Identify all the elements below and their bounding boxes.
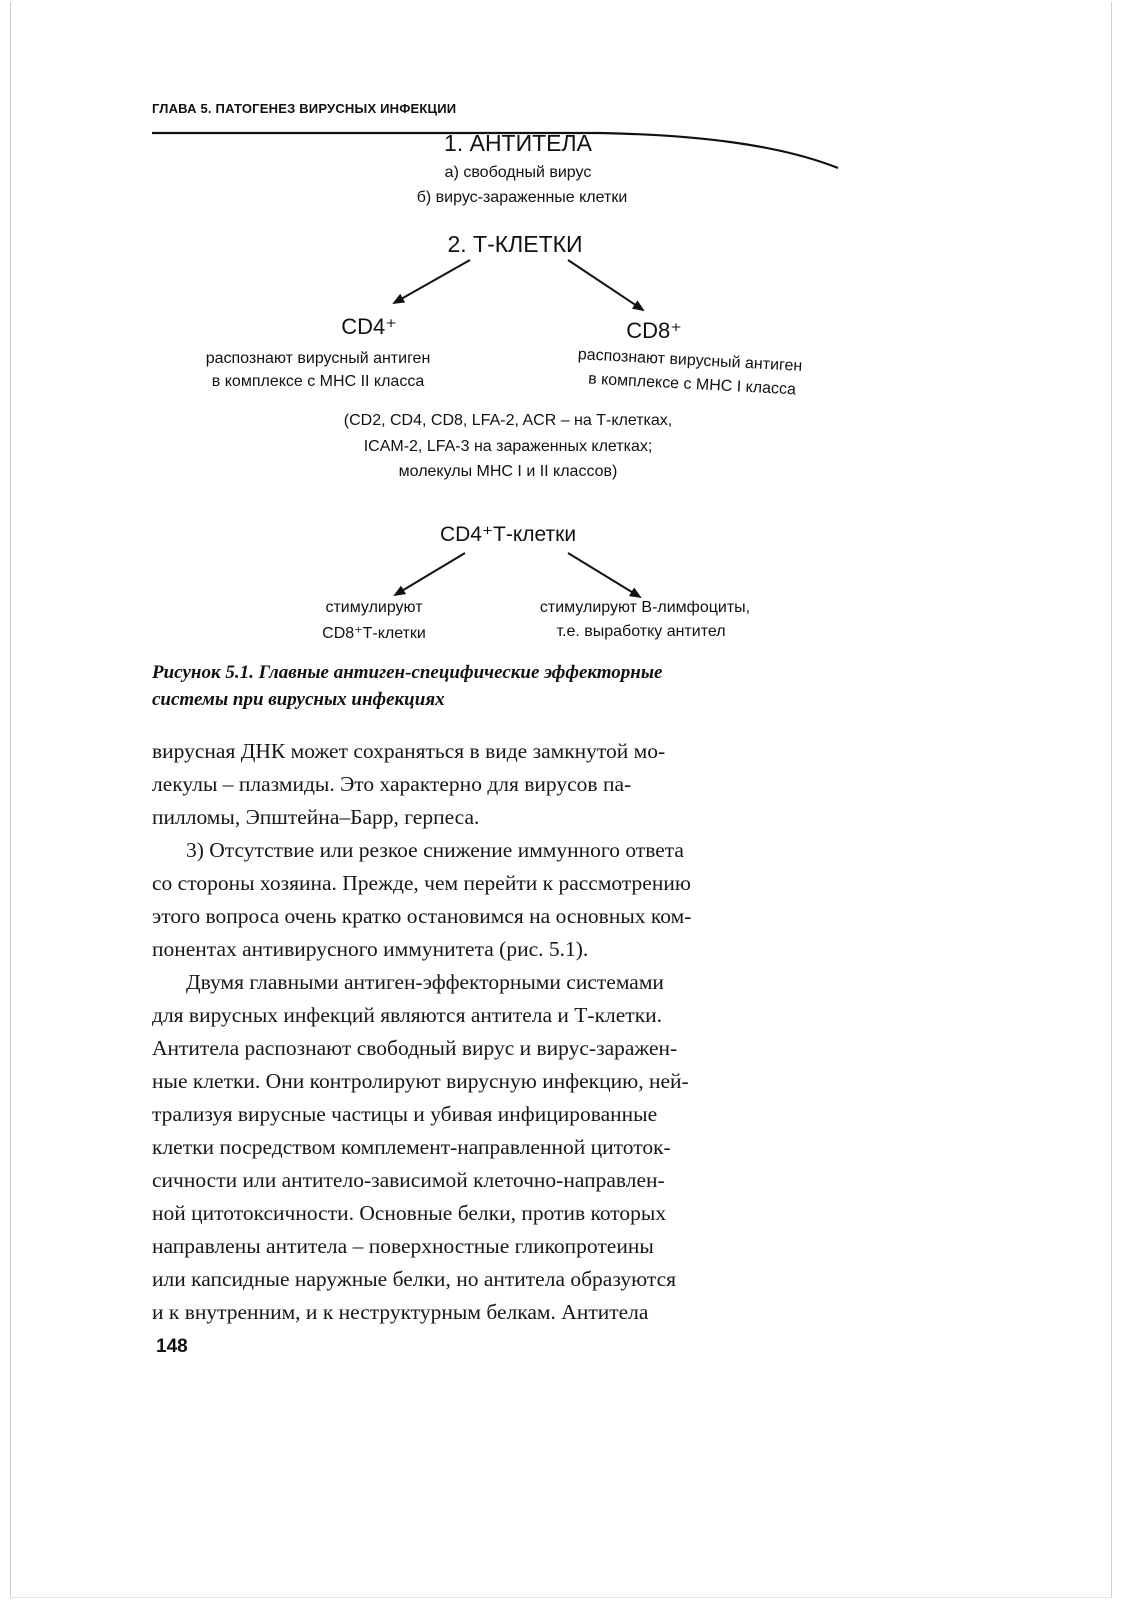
cd8-desc-line2: в комплексе с МНС I класса xyxy=(587,370,797,399)
molecules-line2: ICAM-2, LFA-3 на зараженных клетках; xyxy=(363,438,653,455)
cd4-desc-line2: в комплексе с МНС II класса xyxy=(211,373,425,390)
cd4-desc-line1: распознают вирусный антиген xyxy=(205,350,431,367)
running-head: ГЛАВА 5. ПАТОГЕНЕЗ ВИРУСНЫХ ИНФЕКЦИИ xyxy=(152,101,457,116)
figure-caption-line2: системы при вирусных инфекциях xyxy=(152,689,445,710)
body-line-16: направлены антитела – поверхностные гликопротеины xyxy=(152,1234,654,1258)
arrow-to-cd8-stimulation xyxy=(395,553,465,595)
stimulate-cd8-line1: стимулируют xyxy=(325,599,423,616)
cd8-label: CD8⁺ xyxy=(626,318,682,343)
body-line-8: Двумя главными антиген-эффекторными системами xyxy=(186,970,664,994)
antibodies-title: 1. АНТИТЕЛА xyxy=(444,130,592,156)
body-line-7: понентах антивирусного иммунитета (рис. 5.1). xyxy=(152,937,589,961)
body-line-4: 3) Отсутствие или резкое снижение иммунного ответа xyxy=(186,838,684,862)
stimulate-cd8-line2: CD8⁺Т-клетки xyxy=(322,625,426,642)
cd4-label: CD4⁺ xyxy=(341,314,397,339)
body-line-15: ной цитотоксичности. Основные белки, против которых xyxy=(152,1201,667,1225)
figure-caption-line1: Рисунок 5.1. Главные антиген-специфические эффекторные xyxy=(152,662,663,683)
body-line-2: лекулы – плазмиды. Это характерно для вирусов па- xyxy=(152,772,632,796)
antibodies-item-a: а) свободный вирус xyxy=(444,164,592,181)
body-line-17: или капсидные наружные белки, но антитела образуются xyxy=(152,1267,676,1291)
cd4-t-cells-title: CD4⁺Т-клетки xyxy=(439,523,577,546)
arrow-to-b-cells xyxy=(568,553,640,597)
molecules-line3: молекулы МНС I и II классов) xyxy=(398,463,618,480)
body-line-13: клетки посредством комплемент-направленной цитоток- xyxy=(152,1135,671,1159)
body-line-6: этого вопроса очень кратко остановимся на основных ком- xyxy=(152,904,692,928)
antibodies-item-b: б) вирус-зараженные клетки xyxy=(416,189,628,206)
body-line-18: и к внутренним, и к неструктурным белкам. Антитела xyxy=(152,1300,649,1324)
body-line-1: вирусная ДНК может сохраняться в виде замкнутой мо- xyxy=(152,739,666,763)
body-line-11: ные клетки. Они контролируют вирусную инфекцию, ней- xyxy=(152,1069,689,1093)
body-line-3: пилломы, Эпштейна–Барр, герпеса. xyxy=(152,805,480,829)
stimulate-b-cells-line2: т.е. выработку антител xyxy=(556,623,726,640)
page-number: 148 xyxy=(156,1336,188,1357)
stimulate-b-cells-line1: стимулируют В-лимфоциты, xyxy=(539,599,751,616)
body-line-14: сичности или антитело-зависимой клеточно-направлен- xyxy=(152,1168,665,1192)
arrow-to-cd8 xyxy=(568,260,643,310)
arrow-to-cd4 xyxy=(394,260,470,303)
cd8-desc-line1: распознают вирусный антиген xyxy=(577,346,803,375)
body-line-12: трализуя вирусные частицы и убивая инфицированные xyxy=(152,1102,658,1126)
body-line-5: со стороны хозяина. Прежде, чем перейти к рассмотрению xyxy=(152,871,691,895)
molecules-line1: (CD2, CD4, CD8, LFA-2, ACR – на Т-клетках, xyxy=(343,412,673,429)
body-line-10: Антитела распознают свободный вирус и вирус-заражен- xyxy=(152,1036,678,1060)
body-line-9: для вирусных инфекций являются антитела и Т-клетки. xyxy=(152,1003,663,1027)
t-cells-title: 2. Т-КЛЕТКИ xyxy=(447,231,583,257)
